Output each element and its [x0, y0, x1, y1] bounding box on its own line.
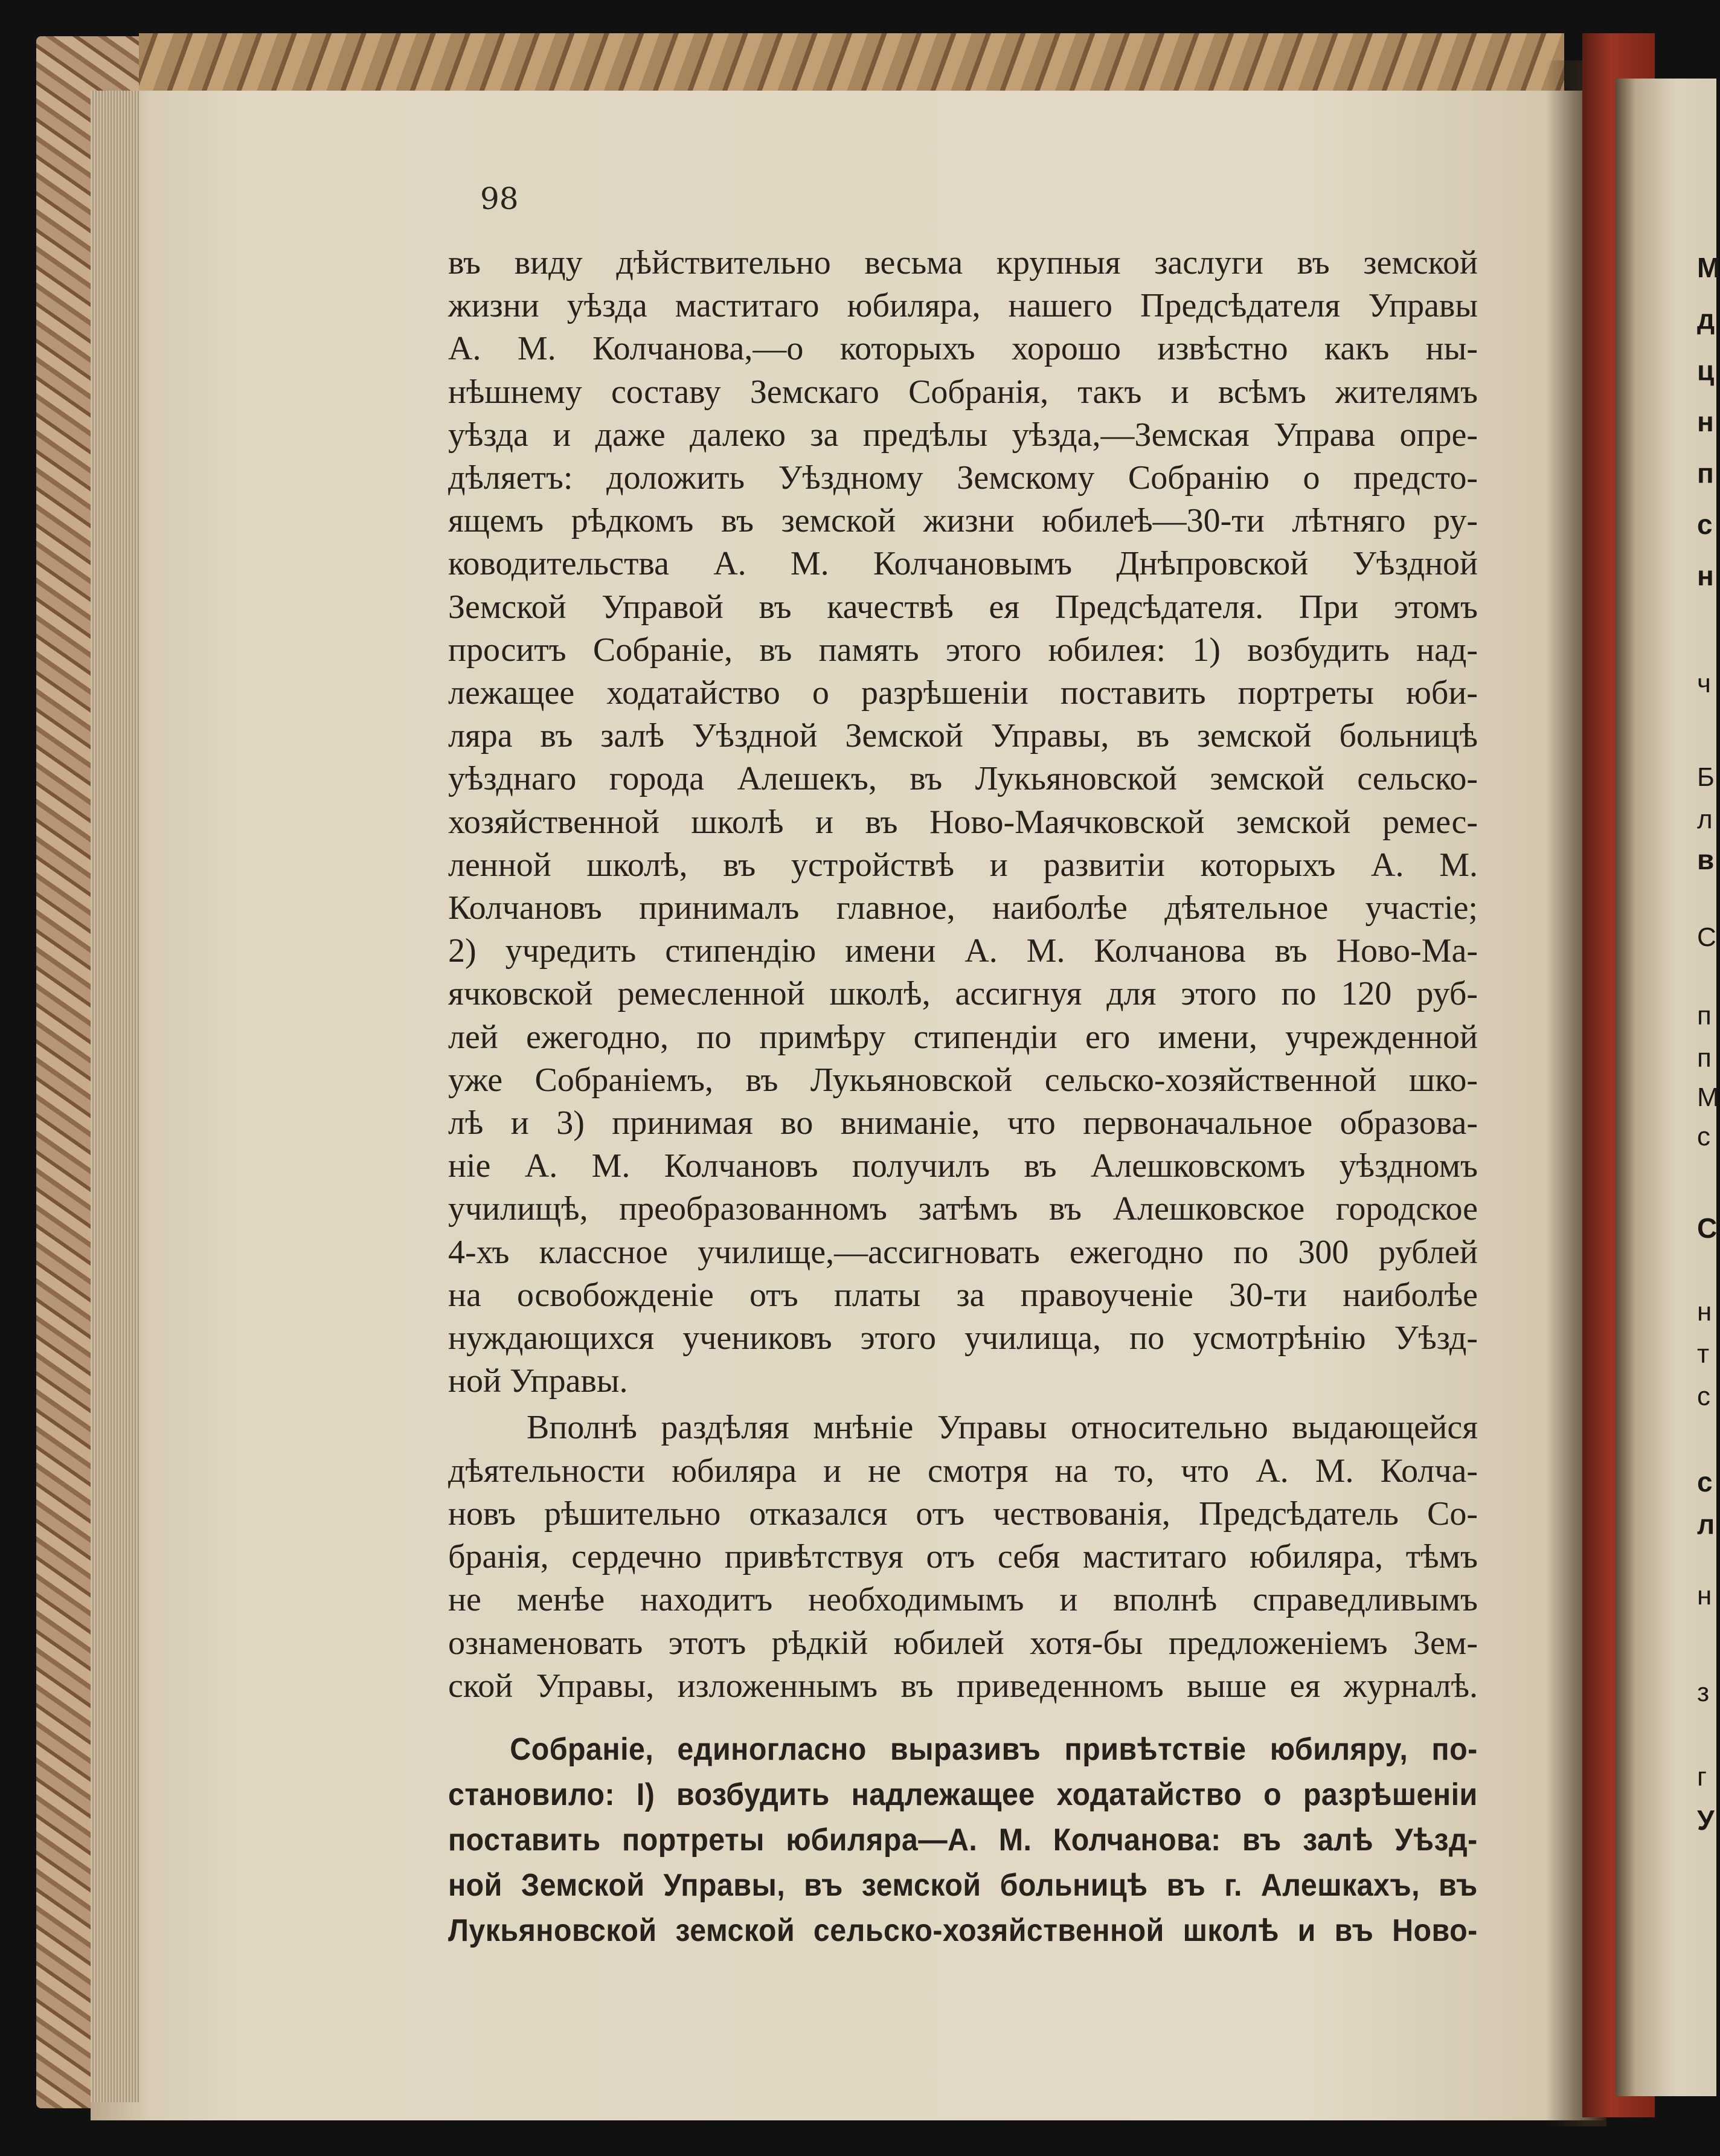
text-line: ніе А. М. Колчановъ получилъ въ Алешковскомъ уѣздномъ [448, 1147, 1478, 1185]
facing-fragment: с [1697, 509, 1713, 540]
text-line: ящемъ рѣдкомъ въ земской жизни юбилеѣ—30-ти лѣтняго ру- [448, 502, 1478, 540]
text-line: Лукьяновской земской сельско-хозяйственной школѣ и въ Ново- [448, 1913, 1478, 1948]
text-line: уѣзда и даже далеко за предѣлы уѣзда,—Земская Управа опре- [448, 416, 1478, 454]
facing-fragment: н [1697, 560, 1714, 591]
text-line: уже Собраніемъ, въ Лукьяновской сельско-хозяйственной шко- [448, 1061, 1478, 1099]
facing-fragment: п [1697, 1001, 1712, 1031]
text-line: бранія, сердечно привѣтствуя отъ себя маститаго юбиляра, тѣмъ [448, 1538, 1478, 1576]
text-line: дѣляетъ: доложить Уѣздному Земскому Собранію о предсто- [448, 459, 1478, 497]
facing-fragment: з [1697, 1678, 1710, 1707]
facing-fragment: л [1697, 805, 1713, 834]
text-line: училищѣ, преобразованномъ затѣмъ въ Алешковское городское [448, 1190, 1478, 1228]
page-text-block [448, 242, 1478, 1954]
facing-fragment: н [1697, 1297, 1712, 1327]
facing-fragment: С [1697, 1212, 1718, 1244]
paragraph-1 [448, 242, 1478, 1403]
facing-fragment: М [1697, 1083, 1719, 1112]
binding-top-strip [139, 33, 1564, 94]
text-line: въ виду дѣйствительно весьма крупныя заслуги въ земской [448, 244, 1478, 282]
text-line: проситъ Собраніе, въ память этого юбилея: 1) возбудить над- [448, 631, 1478, 669]
facing-page [1616, 79, 1720, 2096]
text-line: ской Управы, изложеннымъ въ приведенномъ выше ея журналѣ. [448, 1667, 1478, 1705]
text-line: Собраніе, единогласно выразивъ привѣтствіе юбиляру, по- [510, 1731, 1478, 1767]
text-line: жизни уѣзда маститаго юбиляра, нашего Предсѣдателя Управы [448, 287, 1478, 325]
text-line: хозяйственной школѣ и въ Ново-Маячковской земской ремес- [448, 803, 1478, 841]
text-line: не менѣе находитъ необходимымъ и вполнѣ справедливымъ [448, 1581, 1478, 1619]
text-line: новъ рѣшительно отказался отъ чествованія, Предсѣдатель Со- [448, 1495, 1478, 1533]
facing-fragment: д [1697, 303, 1715, 335]
text-line: ознаменовать этотъ рѣдкій юбилей хотя-бы предложеніемъ Зем- [448, 1624, 1478, 1662]
facing-fragment: У [1697, 1804, 1715, 1836]
text-line: нѣшнему составу Земскаго Собранія, такъ и всѣмъ жителямъ [448, 373, 1478, 411]
facing-fragment: г [1697, 1762, 1707, 1792]
text-line: лей ежегодно, по примѣру стипендіи его имени, учрежденной [448, 1018, 1478, 1056]
text-line: ячковской ремесленной школѣ, ассигнуя для этого по 120 руб- [448, 975, 1478, 1013]
text-line: дѣятельности юбиляра и не смотря на то, что А. М. Колча- [448, 1452, 1478, 1490]
facing-fragment: п [1697, 1043, 1712, 1073]
facing-fragment: ц [1697, 355, 1715, 386]
facing-fragment: ч [1697, 669, 1711, 698]
facing-fragment: в [1697, 844, 1715, 875]
page-number: 98 [480, 181, 519, 216]
facing-fragment: н [1697, 406, 1714, 437]
text-line: становило: I) возбудить надлежащее ходатайство о разрѣшеніи [448, 1777, 1478, 1812]
text-line: Земской Управой въ качествѣ ея Предсѣдателя. При этомъ [448, 588, 1478, 626]
text-line: на освобожденіе отъ платы за правоученіе 30-ти наиболѣе [448, 1276, 1478, 1314]
text-line: нуждающихся учениковъ этого училища, по усмотрѣнію Уѣзд- [448, 1319, 1478, 1357]
facing-fragment: М [1697, 252, 1720, 283]
text-line: 4-хъ классное училище,—ассигновать ежегодно по 300 рублей [448, 1233, 1478, 1271]
text-line: лежащее ходатайство о разрѣшеніи поставить портреты юби- [448, 674, 1478, 712]
page-edges [91, 91, 139, 2102]
text-line: лѣ и 3) принимая во вниманіе, что первоначальное образова- [448, 1104, 1478, 1142]
text-line: уѣзднаго города Алешекъ, въ Лукьяновской земской сельско- [448, 760, 1478, 798]
text-line: ляра въ залѣ Уѣздной Земской Управы, въ земской больницѣ [448, 717, 1478, 755]
facing-fragment: с [1697, 1122, 1710, 1151]
paragraph-2 [448, 1406, 1478, 1707]
facing-fragment: Б [1697, 762, 1715, 792]
text-line: 2) учредить стипендію имени А. М. Колчанова въ Ново-Ма- [448, 932, 1478, 970]
facing-fragment: л [1697, 1508, 1715, 1540]
text-line: Вполнѣ раздѣляя мнѣніе Управы относительно выдающейся [527, 1409, 1478, 1447]
facing-fragment: п [1697, 457, 1714, 489]
text-line: Колчановъ принималъ главное, наиболѣе дѣятельное участіе; [448, 889, 1478, 927]
text-line: ленной школѣ, въ устройствѣ и развитіи которыхъ А. М. [448, 846, 1478, 884]
resolution-paragraph [448, 1727, 1478, 1954]
facing-fragment: С [1697, 922, 1716, 952]
text-line: А. М. Колчанова,—о которыхъ хорошо извѣстно какъ ны- [448, 330, 1478, 368]
text-line: поставить портреты юбиляра—А. М. Колчанова: въ залѣ Уѣзд- [448, 1822, 1478, 1858]
facing-fragment: т [1697, 1339, 1710, 1369]
text-line: ководительства А. М. Колчановымъ Днѣпровской Уѣздной [448, 545, 1478, 583]
facing-fragment: н [1697, 1581, 1712, 1611]
facing-fragment: с [1697, 1466, 1713, 1498]
text-line: ной Управы. [448, 1362, 628, 1400]
facing-fragment: с [1697, 1382, 1710, 1411]
text-line: ной Земской Управы, въ земской больницѣ въ г. Алешкахъ, въ [448, 1867, 1478, 1903]
